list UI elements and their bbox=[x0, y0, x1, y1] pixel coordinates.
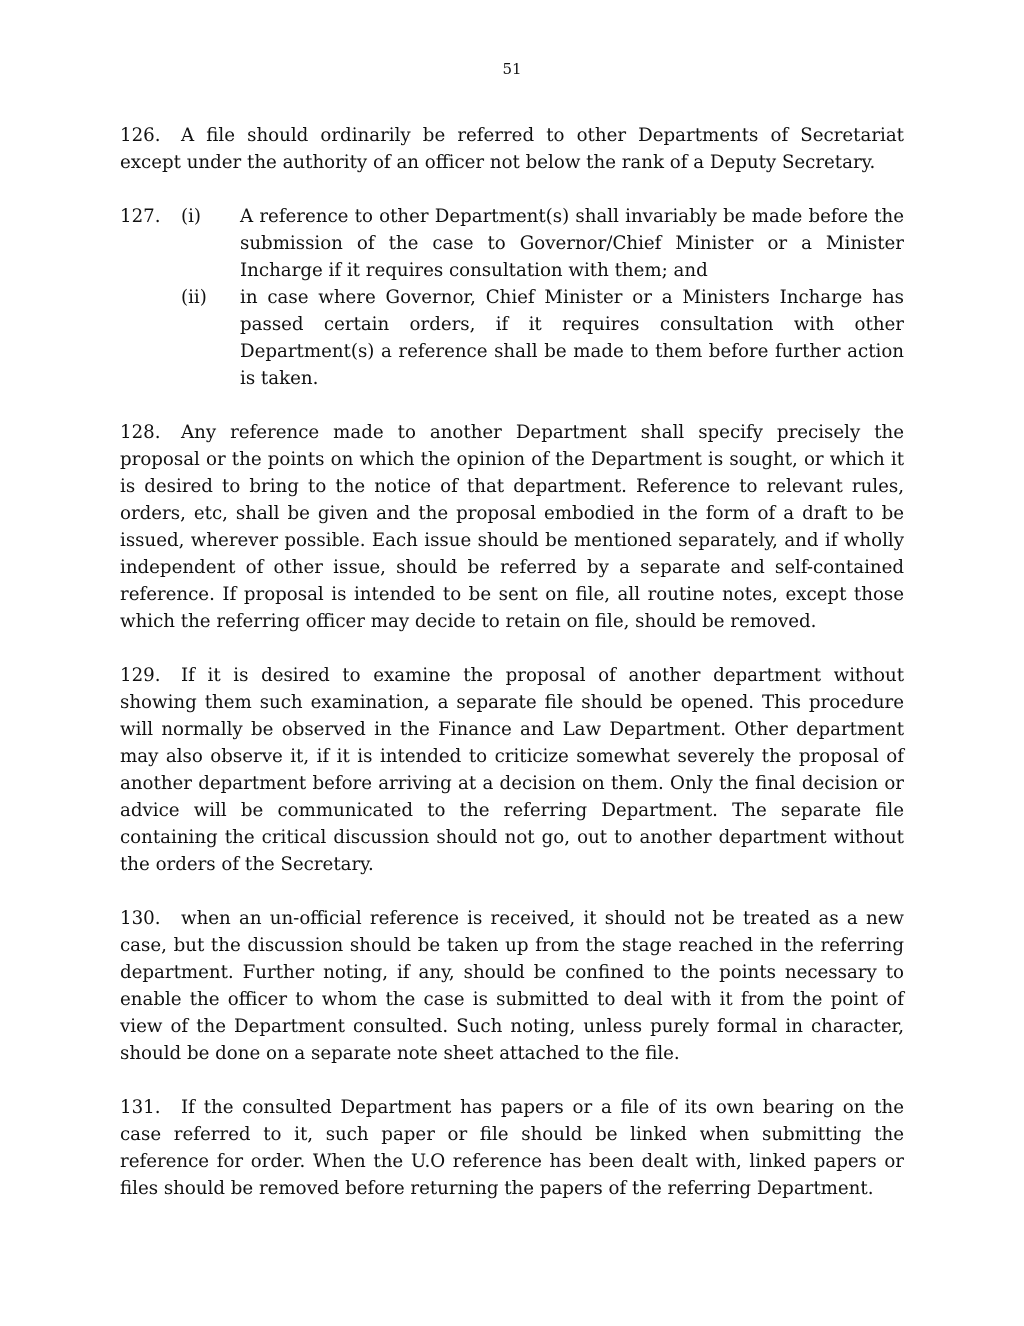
paragraph-number: 128. bbox=[120, 422, 161, 443]
paragraph-text: Any reference made to another Department shall specify precisely the proposal or the points on which the opinion of the Department is sought, or which it is desired to bring to the notice of that department. Reference to relevant rules, orders, etc, shall be given and the proposal embodied in the form of a draft to be issued, wherever possible. Each issue should be mentioned separately, and if wholly independent of other issue, should be referred by a separate and self-contained reference. If proposal is intended to be sent on file, all routine notes, except those which the referring officer may decide to retain on file, should be removed. bbox=[120, 422, 904, 632]
paragraph-127-item-ii bbox=[120, 284, 904, 392]
paragraph-text: If the consulted Department has papers or a file of its own bearing on the case referred to it, such paper or file should be linked when submitting the reference for order. When the U.O reference has been dealt with, linked papers or files should be removed before returning the papers of the referring Department. bbox=[120, 1097, 904, 1199]
item-roman-numeral: (i) bbox=[181, 206, 202, 227]
document-body bbox=[120, 122, 904, 1229]
item-text: in case where Governor, Chief Minister or a Ministers Incharge has passed certain orders, if it requires consultation with other Department(s) a reference shall be made to them before further action is taken. bbox=[240, 287, 904, 389]
paragraph-129 bbox=[120, 662, 904, 878]
paragraph-number: 131. bbox=[120, 1097, 161, 1118]
paragraph-127 bbox=[120, 203, 904, 392]
paragraph-text: when an un-official reference is received, it should not be treated as a new case, but the discussion should be taken up from the stage reached in the referring department. Further noting, if any, should be confined to the points necessary to enable the officer to whom the case is submitted to deal with it from the point of view of the Department consulted. Such noting, unless purely formal in character, should be done on a separate note sheet attached to the file. bbox=[120, 908, 904, 1064]
page-number: 51 bbox=[502, 60, 522, 78]
paragraph-number: 127. bbox=[120, 206, 161, 227]
paragraph-128 bbox=[120, 419, 904, 635]
item-text: A reference to other Department(s) shall invariably be made before the submission of the case to Governor/Chief Minister or a Minister Incharge if it requires consultation with them; and bbox=[240, 206, 904, 281]
paragraph-131 bbox=[120, 1094, 904, 1202]
item-roman-numeral: (ii) bbox=[181, 287, 207, 308]
paragraph-126 bbox=[120, 122, 904, 176]
paragraph-text: A file should ordinarily be referred to other Departments of Secretariat except under the authority of an officer not below the rank of a Deputy Secretary. bbox=[120, 125, 904, 173]
paragraph-number: 126. bbox=[120, 125, 161, 146]
paragraph-text: If it is desired to examine the proposal of another department without showing them such examination, a separate file should be opened. This procedure will normally be observed in the Finance and Law Department. Other department may also observe it, if it is intended to criticize somewhat severely the proposal of another department before arriving at a decision on them. Only the final decision or advice will be communicated to the referring Department. The separate file containing the critical discussion should not go, out to another department without the orders of the Secretary. bbox=[120, 665, 904, 875]
paragraph-number: 130. bbox=[120, 908, 161, 929]
paragraph-127-item-i bbox=[120, 203, 904, 284]
paragraph-number: 129. bbox=[120, 665, 161, 686]
paragraph-130 bbox=[120, 905, 904, 1067]
